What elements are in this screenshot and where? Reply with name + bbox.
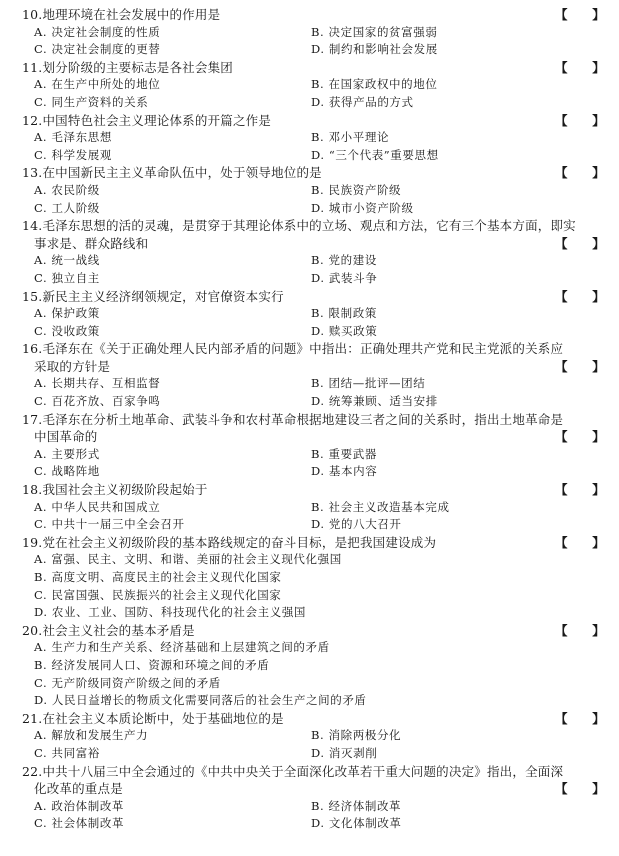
question-stem bbox=[0, 288, 619, 306]
answer-option[interactable]: A. 富强、民主、文明、和谐、美丽的社会主义现代化强国 bbox=[34, 552, 342, 567]
answer-option[interactable]: B. 重要武器 bbox=[311, 446, 377, 461]
question-stem bbox=[0, 217, 619, 235]
answer-option[interactable]: B. 决定国家的贫富强弱 bbox=[311, 24, 438, 39]
question-stem bbox=[0, 481, 619, 499]
question-number: 13. bbox=[22, 165, 43, 181]
question-22 bbox=[0, 763, 619, 833]
options-list bbox=[0, 798, 619, 833]
answer-option[interactable]: A. 主要形式 bbox=[34, 446, 100, 461]
option-row bbox=[0, 129, 619, 147]
option-row bbox=[0, 76, 619, 94]
bracket-open: 【 bbox=[555, 781, 568, 797]
answer-option[interactable]: D. 基本内容 bbox=[311, 464, 378, 479]
answer-bracket[interactable] bbox=[555, 428, 605, 446]
answer-option[interactable]: B. 经济体制改革 bbox=[311, 798, 402, 813]
bracket-close: 】 bbox=[592, 534, 605, 550]
question-13 bbox=[0, 164, 619, 217]
question-text: 我国社会主义初级阶段起始于 bbox=[42, 482, 208, 498]
exam-page bbox=[0, 6, 619, 833]
answer-bracket[interactable] bbox=[555, 358, 605, 376]
answer-option[interactable]: C. 同生产资料的关系 bbox=[34, 94, 149, 109]
option-row bbox=[0, 516, 619, 534]
answer-option[interactable]: A. 统一战线 bbox=[34, 253, 100, 268]
options-list bbox=[0, 24, 619, 59]
option-row bbox=[0, 604, 619, 622]
question-stem bbox=[0, 164, 619, 182]
option-row bbox=[0, 745, 619, 763]
answer-option[interactable]: A. 中华人民共和国成立 bbox=[34, 499, 161, 514]
bracket-open: 【 bbox=[555, 710, 568, 726]
question-stem-continued bbox=[0, 235, 619, 253]
option-row bbox=[0, 587, 619, 605]
question-stem bbox=[0, 112, 619, 130]
answer-bracket[interactable] bbox=[555, 112, 605, 130]
option-row bbox=[0, 551, 619, 569]
question-number: 16. bbox=[22, 341, 43, 357]
answer-option[interactable]: B. 限制政策 bbox=[311, 306, 377, 321]
options-list bbox=[0, 639, 619, 709]
option-row bbox=[0, 270, 619, 288]
answer-option[interactable]: A. 农民阶级 bbox=[34, 182, 100, 197]
question-stem-continued bbox=[0, 358, 619, 376]
answer-option[interactable]: B. 民族资产阶级 bbox=[311, 182, 402, 197]
option-row bbox=[0, 252, 619, 270]
answer-bracket[interactable] bbox=[555, 164, 605, 182]
question-stem bbox=[0, 534, 619, 552]
question-stem bbox=[0, 59, 619, 77]
answer-option[interactable]: B. 高度文明、高度民主的社会主义现代化国家 bbox=[34, 570, 282, 584]
bracket-open: 【 bbox=[555, 112, 568, 128]
bracket-close: 】 bbox=[592, 429, 605, 445]
question-number: 19. bbox=[22, 534, 43, 550]
option-row bbox=[0, 94, 619, 112]
question-18 bbox=[0, 481, 619, 534]
question-text: 在中国新民主主义革命队伍中，处于领导地位的是 bbox=[42, 165, 322, 181]
option-row bbox=[0, 323, 619, 341]
bracket-open: 【 bbox=[555, 59, 568, 75]
answer-option[interactable]: D. 农业、工业、国防、科技现代化的社会主义强国 bbox=[34, 605, 307, 620]
answer-option[interactable]: C. 民富国强、民族振兴的社会主义现代化国家 bbox=[34, 587, 282, 602]
answer-option[interactable]: A. 保护政策 bbox=[34, 306, 100, 321]
option-row bbox=[0, 569, 619, 587]
options-list bbox=[0, 375, 619, 410]
bracket-close: 】 bbox=[592, 781, 605, 797]
answer-option[interactable]: D. 城市小资产阶级 bbox=[311, 200, 414, 215]
option-row bbox=[0, 446, 619, 464]
bracket-open: 【 bbox=[555, 165, 568, 181]
answer-option[interactable]: B. 团结—批评—团结 bbox=[311, 376, 426, 391]
question-17 bbox=[0, 411, 619, 481]
option-row bbox=[0, 41, 619, 59]
answer-option[interactable]: C. 没收政策 bbox=[34, 323, 100, 338]
option-row bbox=[0, 639, 619, 657]
question-stem bbox=[0, 622, 619, 640]
answer-option[interactable]: B. 邓小平理论 bbox=[311, 130, 390, 145]
question-text: 在社会主义本质论断中，处于基础地位的是 bbox=[42, 710, 284, 726]
bracket-close: 】 bbox=[592, 710, 605, 726]
question-number: 12. bbox=[22, 112, 43, 128]
option-row bbox=[0, 692, 619, 710]
answer-option[interactable]: D. 统筹兼顾、适当安排 bbox=[311, 394, 438, 409]
question-text: 事求是、群众路线和 bbox=[34, 235, 149, 251]
answer-option[interactable]: A. 毛泽东思想 bbox=[34, 130, 112, 145]
question-text: 采取的方针是 bbox=[34, 358, 111, 374]
bracket-open: 【 bbox=[555, 358, 568, 374]
question-text: 中国特色社会主义理论体系的开篇之作是 bbox=[42, 112, 272, 128]
option-row bbox=[0, 200, 619, 218]
question-15 bbox=[0, 288, 619, 341]
question-14 bbox=[0, 217, 619, 287]
question-number: 15. bbox=[22, 288, 43, 304]
bracket-open: 【 bbox=[555, 482, 568, 498]
question-text: 中共十八届三中全会通过的《中共中央关于全面深化改革若干重大问题的决定》指出，全面深 bbox=[42, 763, 564, 779]
answer-option[interactable]: D. 消灭剥削 bbox=[311, 745, 378, 760]
bracket-close: 】 bbox=[592, 482, 605, 498]
answer-option[interactable]: B. 社会主义改造基本完成 bbox=[311, 499, 450, 514]
answer-option[interactable]: C. 中共十一届三中全会召开 bbox=[34, 517, 185, 532]
options-list bbox=[0, 305, 619, 340]
option-row bbox=[0, 463, 619, 481]
question-stem bbox=[0, 411, 619, 429]
question-text: 化改革的重点是 bbox=[34, 781, 123, 797]
answer-bracket[interactable] bbox=[555, 6, 605, 24]
question-number: 17. bbox=[22, 411, 43, 427]
answer-option[interactable]: C. 战略阵地 bbox=[34, 464, 100, 479]
answer-bracket[interactable] bbox=[555, 235, 605, 253]
question-11 bbox=[0, 59, 619, 112]
question-21 bbox=[0, 710, 619, 763]
question-number: 21. bbox=[22, 710, 43, 726]
bracket-open: 【 bbox=[555, 622, 568, 638]
option-row bbox=[0, 375, 619, 393]
bracket-close: 】 bbox=[592, 7, 605, 22]
bracket-close: 】 bbox=[592, 358, 605, 374]
bracket-open: 【 bbox=[555, 288, 568, 304]
option-row bbox=[0, 182, 619, 200]
bracket-close: 】 bbox=[592, 59, 605, 75]
question-number: 20. bbox=[22, 622, 43, 638]
question-19 bbox=[0, 534, 619, 622]
answer-option[interactable]: D. 赎买政策 bbox=[311, 323, 378, 338]
answer-option[interactable]: B. 消除两极分化 bbox=[311, 728, 402, 743]
options-list bbox=[0, 76, 619, 111]
bracket-open: 【 bbox=[555, 534, 568, 550]
bracket-close: 】 bbox=[592, 165, 605, 181]
answer-bracket[interactable] bbox=[555, 622, 605, 640]
question-text: 党在社会主义初级阶段的基本路线规定的奋斗目标，是把我国建设成为 bbox=[42, 534, 437, 550]
answer-option[interactable]: D. 制约和影响社会发展 bbox=[311, 42, 438, 57]
answer-option[interactable]: B. 经济发展同人口、资源和环境之间的矛盾 bbox=[34, 657, 270, 672]
options-list bbox=[0, 727, 619, 762]
bracket-close: 】 bbox=[592, 622, 605, 638]
answer-option[interactable]: A. 解放和发展生产力 bbox=[34, 728, 149, 743]
answer-option[interactable]: C. 决定社会制度的更替 bbox=[34, 42, 161, 57]
answer-option[interactable]: B. 党的建设 bbox=[311, 253, 377, 268]
question-text: 社会主义社会的基本矛盾是 bbox=[42, 622, 195, 638]
question-12 bbox=[0, 112, 619, 165]
question-number: 14. bbox=[22, 218, 43, 234]
options-list bbox=[0, 129, 619, 164]
answer-option[interactable]: D. 人民日益增长的物质文化需要同落后的社会生产之间的矛盾 bbox=[34, 693, 367, 708]
question-text: 新民主主义经济纲领规定，对官僚资本实行 bbox=[42, 288, 284, 304]
options-list bbox=[0, 499, 619, 534]
question-number: 18. bbox=[22, 482, 43, 498]
question-number: 22. bbox=[22, 763, 43, 779]
option-row bbox=[0, 24, 619, 42]
bracket-close: 】 bbox=[592, 288, 605, 304]
option-row bbox=[0, 305, 619, 323]
options-list bbox=[0, 182, 619, 217]
options-list bbox=[0, 252, 619, 287]
question-text: 划分阶级的主要标志是各社会集团 bbox=[42, 59, 233, 75]
answer-option[interactable]: C. 无产阶级同资产阶级之间的矛盾 bbox=[34, 675, 221, 690]
answer-option[interactable]: C. 社会体制改革 bbox=[34, 816, 125, 831]
question-stem-continued bbox=[0, 428, 619, 446]
option-row bbox=[0, 393, 619, 411]
question-number: 11. bbox=[22, 59, 43, 75]
question-text: 毛泽东在《关于正确处理人民内部矛盾的问题》中指出：正确处理共产党和民主党派的关系应 bbox=[42, 341, 564, 357]
question-20 bbox=[0, 622, 619, 710]
question-stem-continued bbox=[0, 780, 619, 798]
question-number: 10. bbox=[22, 7, 43, 22]
question-16 bbox=[0, 340, 619, 410]
answer-option[interactable]: C. 工人阶级 bbox=[34, 200, 100, 215]
option-row bbox=[0, 815, 619, 833]
answer-option[interactable]: D. 获得产品的方式 bbox=[311, 94, 414, 109]
option-row bbox=[0, 727, 619, 745]
answer-option[interactable]: D. 党的八大召开 bbox=[311, 517, 402, 532]
answer-option[interactable]: A. 长期共存、互相监督 bbox=[34, 376, 161, 391]
answer-bracket[interactable] bbox=[555, 481, 605, 499]
option-row bbox=[0, 657, 619, 675]
bracket-open: 【 bbox=[555, 429, 568, 445]
question-text: 中国革命的 bbox=[34, 429, 98, 445]
option-row bbox=[0, 798, 619, 816]
option-row bbox=[0, 675, 619, 693]
answer-bracket[interactable] bbox=[555, 710, 605, 728]
options-list bbox=[0, 446, 619, 481]
bracket-close: 】 bbox=[592, 235, 605, 251]
answer-bracket[interactable] bbox=[555, 59, 605, 77]
answer-option[interactable]: C. 百花齐放、百家争鸣 bbox=[34, 394, 161, 409]
options-list bbox=[0, 551, 619, 621]
answer-option[interactable]: D. 武装斗争 bbox=[311, 270, 378, 285]
question-10 bbox=[0, 6, 619, 59]
answer-bracket[interactable] bbox=[555, 534, 605, 552]
question-stem bbox=[0, 710, 619, 728]
answer-option[interactable]: D. 文化体制改革 bbox=[311, 816, 402, 831]
answer-option[interactable]: C. 科学发展观 bbox=[34, 147, 112, 162]
option-row bbox=[0, 147, 619, 165]
answer-option[interactable]: A. 政治体制改革 bbox=[34, 798, 125, 813]
answer-option[interactable]: A. 在生产中所处的地位 bbox=[34, 77, 161, 92]
question-text: 毛泽东在分析土地革命、武装斗争和农村革命根据地建设三者之间的关系时，指出土地革命是 bbox=[42, 411, 564, 427]
answer-option[interactable]: D. “三个代表”重要思想 bbox=[311, 147, 439, 162]
answer-bracket[interactable] bbox=[555, 288, 605, 306]
option-row bbox=[0, 499, 619, 517]
question-text: 毛泽东思想的活的灵魂，是贯穿于其理论体系中的立场、观点和方法，它有三个基本方面，即实 bbox=[42, 218, 576, 234]
question-text: 地理环境在社会发展中的作用是 bbox=[42, 7, 221, 22]
answer-bracket[interactable] bbox=[555, 780, 605, 798]
bracket-open: 【 bbox=[555, 7, 568, 22]
question-stem bbox=[0, 340, 619, 358]
bracket-open: 【 bbox=[555, 235, 568, 251]
answer-option[interactable]: A. 决定社会制度的性质 bbox=[34, 24, 161, 39]
bracket-close: 】 bbox=[592, 112, 605, 128]
answer-option[interactable]: A. 生产力和生产关系、经济基础和上层建筑之间的矛盾 bbox=[34, 640, 330, 655]
answer-option[interactable]: C. 共同富裕 bbox=[34, 745, 100, 760]
answer-option[interactable]: B. 在国家政权中的地位 bbox=[311, 77, 438, 92]
answer-option[interactable]: C. 独立自主 bbox=[34, 270, 100, 285]
question-stem bbox=[0, 763, 619, 781]
question-stem bbox=[0, 6, 619, 24]
